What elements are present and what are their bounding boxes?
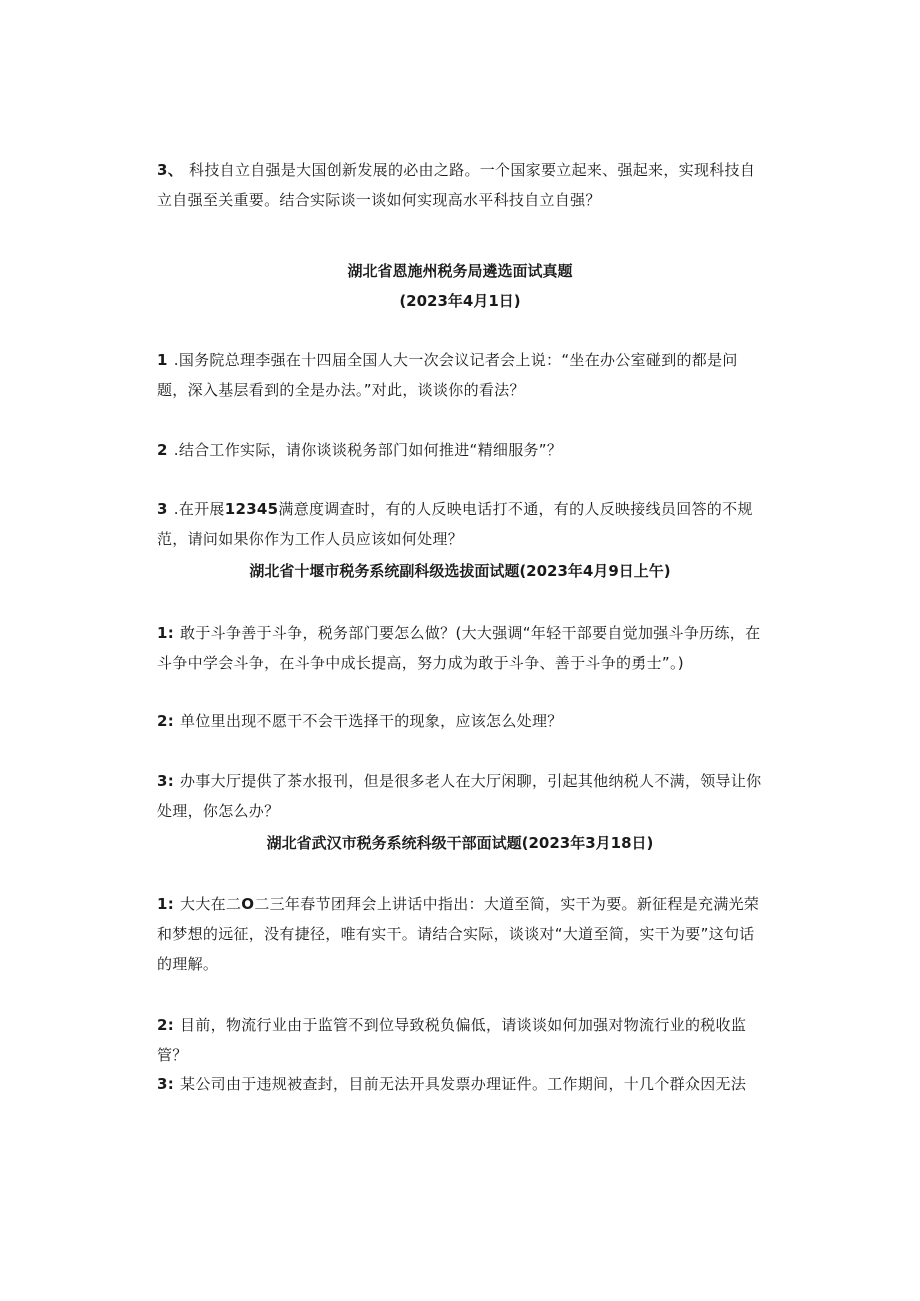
question-text-pre: 大大在二 [180, 895, 242, 913]
question-text: 单位里出现不愿干不会干选择干的现象，应该怎么处理？ [180, 712, 563, 730]
shiyan-question-1 [157, 618, 767, 678]
section-date-enshi: (2023年4月1日) [399, 292, 521, 310]
question-number: 3: [157, 1075, 175, 1093]
question-text: 办事大厅提供了茶水报刊，但是很多老人在大厅闲聊，引起其他纳税人不满，领导让你处理，你怎么办？ [157, 772, 762, 820]
shiyan-question-3 [157, 766, 767, 826]
question-number: 2 [157, 441, 168, 459]
enshi-question-2 [157, 435, 767, 465]
question-text: .结合工作实际，请你谈谈税务部门如何推进“精细服务”？ [173, 441, 563, 459]
enshi-question-3 [157, 494, 767, 554]
wuhan-question-3 [157, 1069, 767, 1099]
question-text: 某公司由于违规被查封，目前无法开具发票办理证件。工作期间，十几个群众因无法 [180, 1075, 747, 1093]
question-number: 1: [157, 895, 175, 913]
question-number: 3: [157, 772, 175, 790]
question-text: .国务院总理李强在十四届全国人大一次会议记者会上说：“坐在办公室碰到的都是问题，深入基层看到的全是办法。”对此，谈谈你的看法？ [157, 351, 738, 399]
question-number: 3、 [157, 161, 184, 179]
question-number: 1 [157, 351, 168, 369]
question-number: 3 [157, 500, 168, 518]
hotline-number: 12345 [224, 500, 279, 518]
question-number: 2: [157, 712, 175, 730]
question-number: 2: [157, 1016, 175, 1034]
question-text-pre: .在开展 [173, 500, 225, 518]
question-text: 敢于斗争善于斗争，税务部门要怎么做？(大大强调“年轻干部要自觉加强斗争历练，在斗争中学会斗争，在斗争中成长提高，努力成为敢于斗争、善于斗争的勇士”。) [157, 624, 761, 672]
question-text: 科技自立自强是大国创新发展的必由之路。一个国家要立起来、强起来，实现科技自立自强至关重要。结合实际谈一谈如何实现高水平科技自立自强？ [157, 161, 756, 209]
section-title-wuhan: 湖北省武汉市税务系统科级干部面试题(2023年3月18日) [266, 834, 654, 852]
question-text-post: 满意度调查时，有的人反映电话打不通，有的人反映接线员回答的不规范，请问如果你作为工作人员应该如何处理？ [157, 500, 753, 548]
section-title-enshi: 湖北省恩施州税务局遴选面试真题 [347, 262, 573, 280]
enshi-question-1 [157, 345, 767, 405]
question-number: 1: [157, 624, 175, 642]
shiyan-question-2 [157, 706, 767, 736]
question-text: 目前，物流行业由于监管不到位导致税负偏低，请谈谈如何加强对物流行业的税收监管？ [157, 1016, 747, 1064]
section-title-shiyan: 湖北省十堰市税务系统副科级选拔面试题(2023年4月9日上午) [249, 562, 671, 580]
question-text-post: 二三年春节团拜会上讲话中指出：大道至简，实干为要。新征程是充满光荣和梦想的远征，没有捷径，唯有实干。请结合实际，谈谈对“大道至简，实干为要”这句话的理解。 [157, 895, 760, 973]
wuhan-question-1 [157, 889, 767, 979]
intro-question-3 [157, 155, 767, 215]
wuhan-question-2 [157, 1010, 767, 1070]
year-letter-o: O [241, 895, 255, 913]
